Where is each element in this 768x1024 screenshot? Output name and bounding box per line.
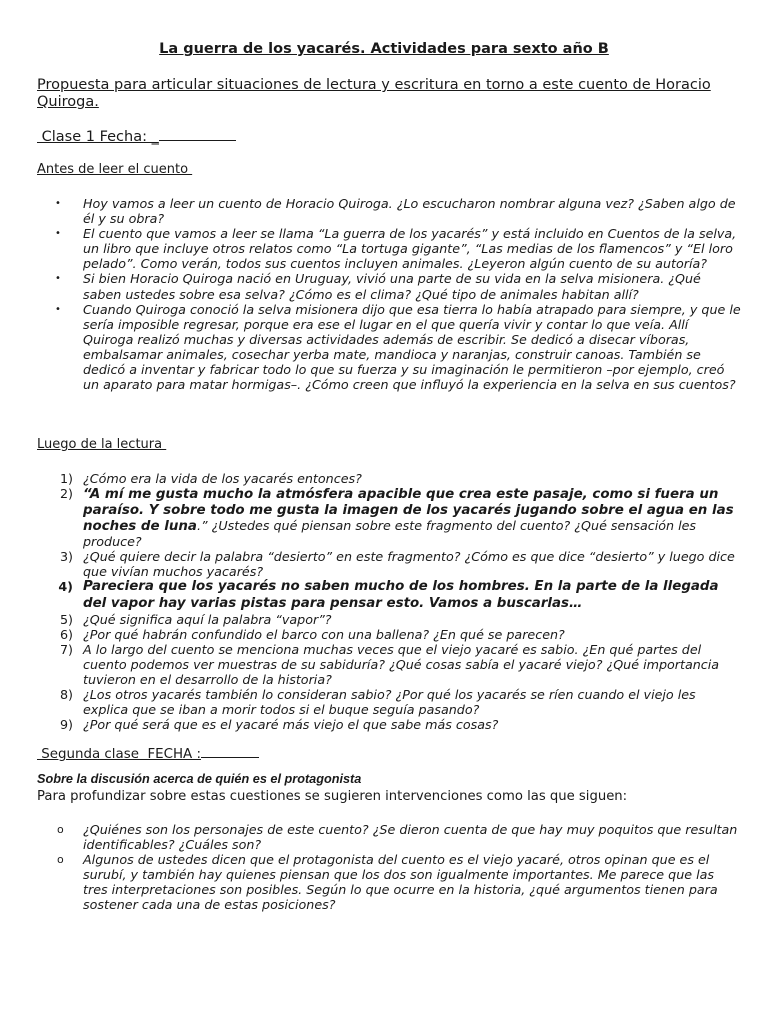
list-item-text: ¿Qué quiere decir la palabra “desierto” en este fragmento? ¿Cómo es que dice “desierto” y luego dice que vivían muchos yacarés? [83,549,735,579]
list-item [37,486,741,549]
list-item [37,627,741,642]
list-item-text: Algunos de ustedes dicen que el protagonista del cuento es el viejo yacaré, otros opinan que es el surubí, y también hay quienes piensan que los dos son igualmente importantes. Me parece que las tres interpretaciones son posibles. Según lo que ocurre en la historia, ¿qué argumentos tienen para sostener cada una de estas posiciones? [83,852,718,913]
list-item [37,852,741,912]
item-number: 8) [59,687,73,702]
class-2-date-line [37,744,259,763]
bullet-icon: • [55,228,61,240]
item-number: 7) [59,642,73,657]
item-number: 4) [58,579,73,594]
protagonist-heading: Sobre la discusión acerca de quién es el protagonista [37,772,362,786]
question-text: .” ¿Ustedes qué piensan sobre este fragmento del cuento? ¿Qué sensación les produce? [83,518,697,549]
item-number: 2) [59,486,73,501]
protagonist-intro: Para profundizar sobre estas cuestiones se sugieren intervenciones como las que siguen: [37,789,628,804]
list-item-text: ¿Cómo era la vida de los yacarés entonces? [83,471,362,486]
class-2-date-blank [201,744,259,758]
list-item-text: Hoy vamos a leer un cuento de Horacio Quiroga. ¿Lo escucharon nombrar alguna vez? ¿Saben algo de él y su obra? [83,196,736,227]
list-item-text: Cuando Quiroga conoció la selva misionera dijo que esa tierra lo había atrapado para siempre, y que le sería imposible regresar, porque era ese el lugar en el que quería vivir y contar lo que veía. Allí Quiroga realizó muchas y diversas actividades además de escribir. Se dedicó a disecar víboras, embalsamar animales, cosechar yerba mate, mandioca y naranjas, construir canoas. También se dedicó a inventar y fabricar todo lo que su fuerza y su imaginación le permitieron –por ejemplo, creó un aparato para matar hormigas–. ¿Cómo creen que influyó la experiencia en la selva en sus cuentos? [83,301,741,393]
list-item-text: A lo largo del cuento se menciona muchas veces que el viejo yacaré es sabio. ¿En qué partes del cuento podemos ver muestras de su sabiduría? ¿Qué cosas sabía el yacaré viejo? ¿Qué importancia tuvieron en el desarrollo de la historia? [83,642,720,687]
list-item-text [83,486,741,549]
list-item [37,822,741,852]
list-item-text: ¿Por qué será que es el yacaré más viejo el que sabe más cosas? [83,717,499,732]
item-number: 9) [59,717,73,732]
before-reading-heading: Antes de leer el cuento [37,162,193,177]
list-item-text: El cuento que vamos a leer se llama “La guerra de los yacarés” y está incluido en Cuentos de la selva, un libro que incluye otros relatos como “La tortuga gigante”, “Las medias de los flamencos” y “El loro pelado”. Como verán, todos sus cuentos incluyen animales. ¿Leyeron algún cuento de su autoría? [83,226,737,272]
after-reading-list [37,471,741,732]
intro-paragraph: Propuesta para articular situaciones de lectura y escritura en torno a este cuento de Horacio Quiroga. [37,77,711,110]
list-item [37,302,741,393]
circle-bullet-icon: o [57,823,64,836]
list-item [37,271,741,301]
list-item [37,717,741,732]
list-item [37,642,741,687]
item-number: 3) [59,549,73,564]
list-item [37,226,741,271]
quoted-fragment: “A mí me gusta mucho la atmósfera apacible que crea este pasaje, como si fuera un paraíso. Y sobre todo me gusta la imagen de los yacarés jugando sobre el agua en las noches de luna [83,487,734,534]
list-item [37,579,741,612]
class-1-label: Clase 1 Fecha: _ [37,129,159,145]
list-item-text: ¿Los otros yacarés también lo consideran sabio? ¿Por qué los yacarés se ríen cuando el viejo les explica que se iban a morir todos si el buque seguía pasando? [83,687,696,717]
circle-bullet-icon: o [57,853,64,867]
before-reading-list [37,196,741,392]
class-2-label: Segunda clase FECHA : [37,747,201,762]
list-item [37,196,741,226]
list-item-text: Si bien Horacio Quiroga nació en Uruguay, vivió una parte de su vida en la selva misionera. ¿Qué saben ustedes sobre esa selva? ¿Cómo es el clima? ¿Qué tipo de animales habitan allí? [83,271,701,302]
list-item-text: ¿Quiénes son los personajes de este cuento? ¿Se dieron cuenta de que hay muy poquitos que resultan identificables? ¿Cuáles son? [83,822,738,853]
document-title: La guerra de los yacarés. Actividades para sexto año B [159,41,609,57]
list-item [37,549,741,579]
list-item [37,612,741,627]
list-item [37,687,741,717]
list-item-text: ¿Qué significa aquí la palabra “vapor”? [83,612,332,627]
list-item [37,471,741,486]
item-number: 1) [59,471,73,486]
class-1-date-blank [159,127,236,141]
list-item-text: ¿Por qué habrán confundido el barco con una ballena? ¿En qué se parecen? [83,627,565,642]
class-1-date-line [37,127,236,146]
item-number: 5) [59,612,73,627]
list-item-text: Pareciera que los yacarés no saben mucho de los hombres. En la parte de la llegada del vapor hay varias pistas para pensar esto. Vamos a buscarlas… [83,579,719,611]
bullet-icon: • [55,198,61,209]
bullet-icon: • [55,273,61,285]
bullet-icon: • [55,303,61,315]
protagonist-list [37,822,741,913]
item-number: 6) [59,627,73,642]
after-reading-heading: Luego de la lectura [37,437,167,452]
